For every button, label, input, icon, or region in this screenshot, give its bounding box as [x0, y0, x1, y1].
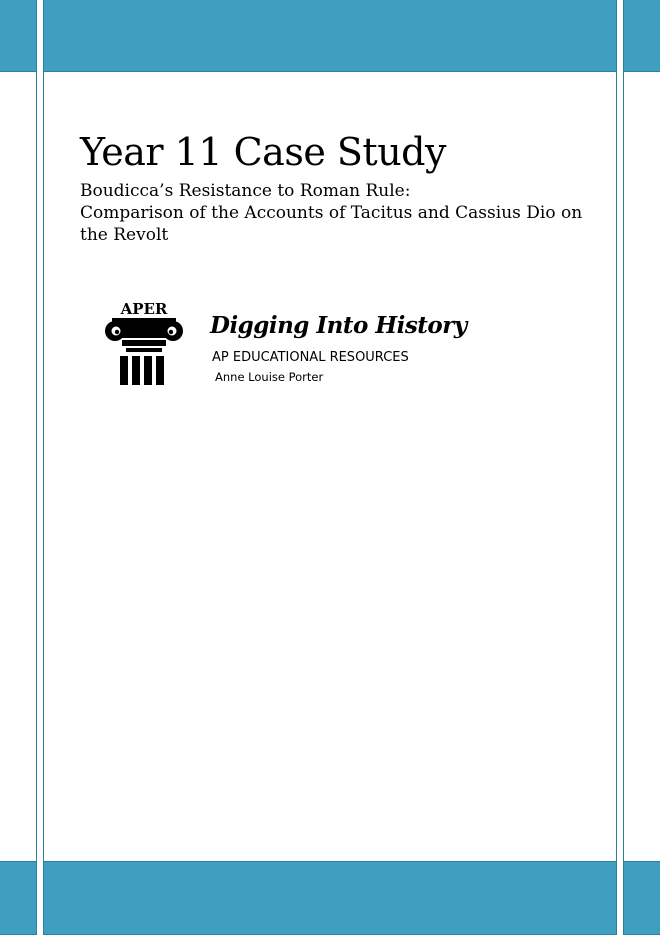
left-margin-line-outer	[36, 0, 37, 934]
right-margin-line-inner	[616, 0, 617, 934]
top-band-right	[623, 0, 660, 72]
logo-monogram: APER	[120, 300, 168, 318]
subtitle-line: Boudicca’s Resistance to Roman Rule:	[80, 181, 411, 201]
subtitle-line: Comparison of the Accounts of Tacitus and Cassius Dio on	[80, 203, 583, 223]
top-band-center	[43, 0, 617, 72]
bottom-band-center	[43, 861, 617, 935]
right-margin-line-outer	[623, 0, 624, 934]
bottom-band-right	[623, 861, 660, 935]
brand-name: Digging Into History	[210, 312, 467, 339]
bottom-band-left	[0, 861, 37, 935]
organization-name: AP EDUCATIONAL RESOURCES	[212, 350, 409, 365]
document-subtitle	[80, 180, 600, 246]
top-band-left	[0, 0, 37, 72]
document-title: Year 11 Case Study	[80, 130, 446, 174]
author-name: Anne Louise Porter	[215, 370, 324, 384]
subtitle-line: the Revolt	[80, 225, 169, 245]
left-margin-line-inner	[43, 0, 44, 934]
aper-column-logo	[104, 298, 184, 388]
